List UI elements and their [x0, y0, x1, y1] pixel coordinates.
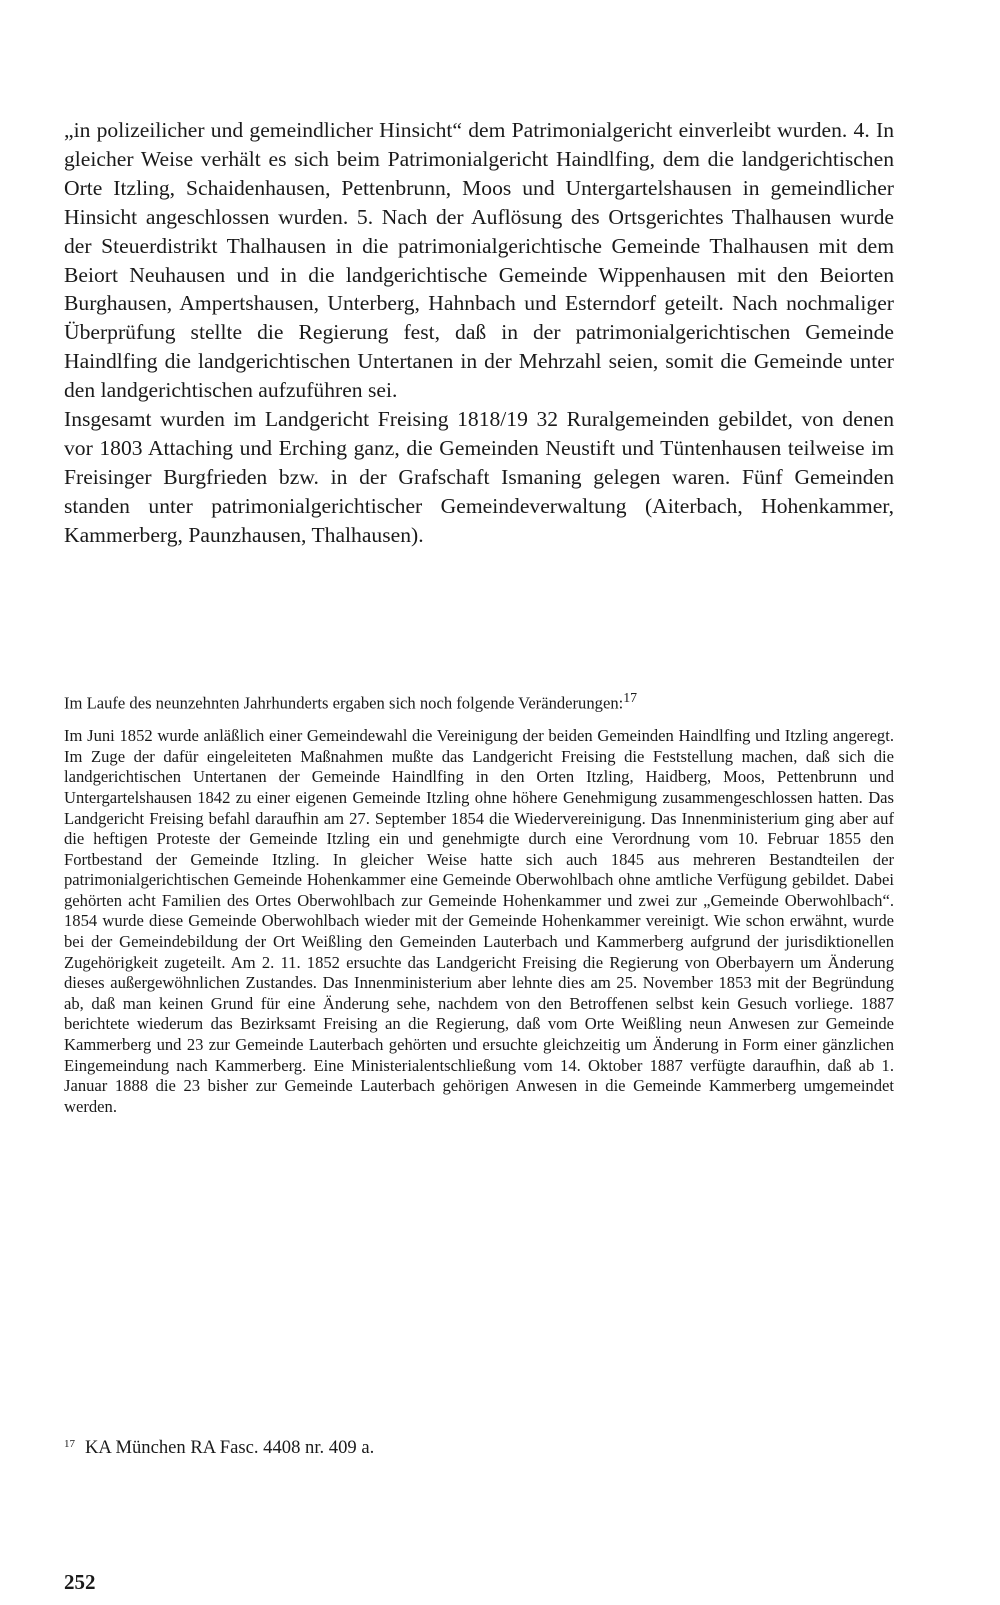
page-number: 252 — [64, 1570, 96, 1594]
small-intro-text: Im Laufe des neunzehnten Jahrhunderts ergaben sich noch folgende Veränderungen: — [64, 693, 624, 713]
small-text-block — [64, 688, 894, 1117]
main-paragraph-1: „in polizeilicher und gemeindlicher Hinsicht“ dem Patrimonialgericht einverleibt wurden. 4. In gleicher Weise verhält es sich beim Patrimonialgericht Haindlfing, dem die landgerichtischen Orte Itzling, Schaidenhausen, Pettenbrunn, Moos und Untergartelshausen in gemeindlicher Hinsicht angeschlossen wurden. 5. Nach der Auflösung des Ortsgerichtes Thalhausen wurde der Steuerdistrikt Thalhausen in die patrimonialgerichtische Gemeinde Thalhausen mit dem Beiort Neuhausen und in die landgerichtische Gemeinde Wippenhausen mit den Beiorten Burghausen, Ampertshausen, Unterberg, Hahnbach und Esterndorf geteilt. Nach nochmaliger Überprüfung stellte die Regierung fest, daß in der patrimonialgerichtischen Gemeinde Haindlfing die landgerichtischen Untertanen in der Mehrzahl seien, somit die Gemeinde unter den landgerichtischen aufzuführen sei. — [64, 118, 894, 403]
small-intro-paragraph — [64, 688, 894, 714]
footnote-reference[interactable]: 17 — [623, 690, 638, 705]
small-body-paragraph: Im Juni 1852 wurde anläßlich einer Gemeindewahl die Vereinigung der beiden Gemeinden Haindlfing und Itzling angeregt. Im Zuge der dafür eingeleiteten Maßnahmen mußte das Landgericht Freising die Feststellung machen, daß sich die landgerichtischen Untertanen der Gemeinde Haindlfing in den Orten Itzling, Haidberg, Moos, Pettenbrunn und Untergartelshausen 1842 zu einer eigenen Gemeinde Itzling ohne höhere Genehmigung zusammengeschlossen hatten. Das Landgericht Freising befahl daraufhin am 27. September 1854 die Wiedervereinigung. Das Innenministerium ging aber auf die heftigen Proteste der Gemeinde Itzling ein und genehmigte durch eine Verordnung vom 10. Februar 1855 den Fortbestand der Gemeinde Itzling. In gleicher Weise hatte sich auch 1845 aus mehreren Bestandteilen der patrimonialgerichtischen Gemeinde Hohenkammer eine Gemeinde Oberwohlbach ohne amtliche Verfügung gebildet. Dabei gehörten acht Familien des Ortes Oberwohlbach zur Gemeinde Hohenkammer und zwei zur „Gemeinde Oberwohlbach“. 1854 wurde diese Gemeinde Oberwohlbach wieder mit der Gemeinde Hohenkammer vereinigt. Wie schon erwähnt, wurde bei der Gemeindebildung der Ort Weißling den Gemeinden Lauterbach und Kammerberg aufgrund der jurisdiktionellen Zugehörigkeit zugeteilt. Am 2. 11. 1852 ersuchte das Landgericht Freising die Regierung von Oberbayern um Änderung dieses außergewöhnlichen Zustandes. Das Innenministerium aber lehnte dies am 25. November 1853 mit der Begründung ab, daß man keinen Grund für eine Änderung sehe, nachdem von den Betroffenen selbst kein Gesuch vorliege. 1887 berichtete wiederum das Bezirksamt Freising an die Regierung, daß vom Orte Weißling neun Anwesen zur Gemeinde Kammerberg und 23 zur Gemeinde Lauterbach gehörten und ersuchte gleichzeitig um Änderung in Form einer gänzlichen Eingemeindung nach Kammerberg. Eine Ministerialentschließung vom 14. Oktober 1887 verfügte daraufhin, daß ab 1. Januar 1888 die 23 bisher zur Gemeinde Lauterbach gehörigen Anwesen in die Gemeinde Kammerberg umgemeindet werden. — [64, 726, 894, 1116]
main-paragraph-2: Insgesamt wurden im Landgericht Freising 1818/19 32 Ruralgemeinden gebildet, von denen vor 1803 Attaching und Erching ganz, die Gemeinden Neustift und Tüntenhausen teilweise im Freisinger Burgfrieden bzw. in der Grafschaft Ismaning gelegen waren. Fünf Gemeinden standen unter patrimonialgerichtischer Gemeindeverwaltung (Aiterbach, Hohenkammer, Kammerberg, Paunzhausen, Thalhausen). — [64, 407, 894, 547]
footnote — [64, 1432, 894, 1460]
main-text-block — [64, 116, 894, 550]
footnote-number: 17 — [64, 1438, 75, 1450]
footnote-text: KA München RA Fasc. 4408 nr. 409 a. — [85, 1437, 375, 1458]
